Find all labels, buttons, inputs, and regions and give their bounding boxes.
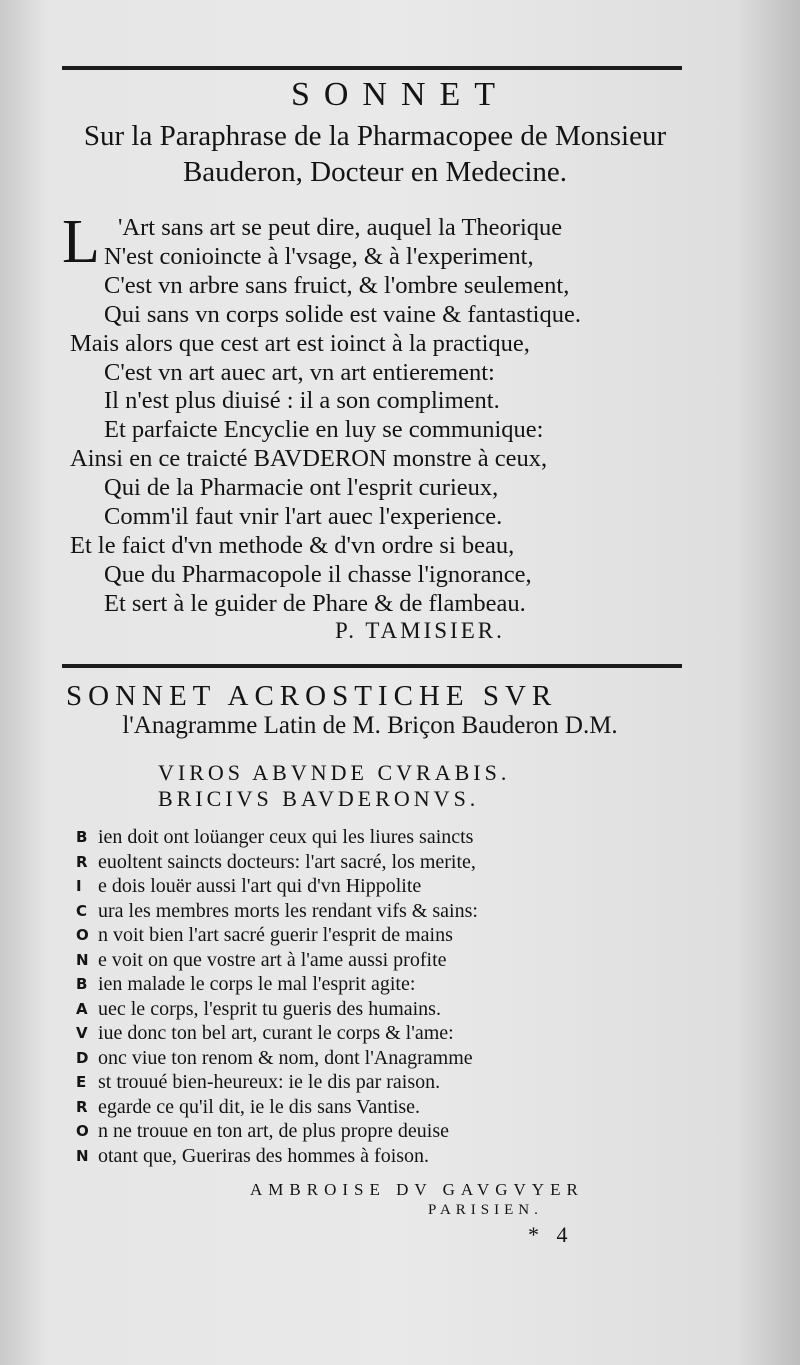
folio-number: * 4 <box>528 1222 574 1247</box>
poem-line: Et le faict d'vn methode & d'vn ordre si beau, <box>70 531 515 559</box>
acrostic-letter: B <box>76 828 88 846</box>
acrostic-text: iue donc ton bel art, curant le corps & l'ame: <box>98 1022 454 1044</box>
acrostic-row <box>76 850 716 875</box>
acrostic-row <box>76 899 716 924</box>
acrostic-text: n voit bien l'art sacré guerir l'esprit de mains <box>98 924 453 946</box>
acrostic-row <box>76 825 716 850</box>
acrostic-letter: D <box>76 1048 89 1067</box>
poem-line: Ainsi en ce traicté BAVDERON monstre à ceux, <box>70 445 548 473</box>
acrostic-row <box>76 1070 716 1095</box>
acrostic-letter: O <box>76 926 89 944</box>
motto-line: VIROS ABVNDE CVRABIS. <box>158 760 511 785</box>
poem-line: Et parfaicte Encyclie en luy se communique: <box>104 416 544 444</box>
poem-line: N'est conioincte à l'vsage, & à l'experiment, <box>104 242 534 270</box>
acrostic-letter: R <box>76 852 88 871</box>
signature-gauguyer: AMBROISE DV GAVGVYER <box>250 1180 584 1199</box>
sonnet-subtitle <box>0 118 750 190</box>
acrostic-text: e voit on que vostre art à l'ame aussi profite <box>98 948 447 971</box>
acrostic-letter: R <box>76 1097 88 1116</box>
acrostic-letter: A <box>76 999 88 1018</box>
poem-line: Comm'il faut vnir l'art auec l'experience. <box>104 503 503 531</box>
acrostic-body <box>76 825 716 1168</box>
acrostic-row <box>76 948 716 973</box>
poem-line: Qui de la Pharmacie ont l'esprit curieux, <box>104 474 499 502</box>
acrostic-row <box>76 923 716 948</box>
acrostic-text: onc viue ton renom & nom, dont l'Anagramme <box>98 1046 473 1069</box>
acrostic-row <box>76 997 716 1022</box>
acrostic-text: e dois louër aussi l'art qui d'vn Hippolite <box>98 875 422 897</box>
poem-line: Que du Pharmacopole il chasse l'ignorance, <box>104 560 532 588</box>
acrostic-row <box>76 1119 716 1144</box>
acrostic-text: ien doit ont loüanger ceux qui les liures saincts <box>98 826 474 848</box>
signature-place: PARISIEN. <box>428 1202 543 1218</box>
acrostic-text: n ne trouue en ton art, de plus propre deuise <box>98 1120 450 1142</box>
sonnet-body <box>62 208 722 619</box>
acrostic-title: SONNET ACROSTICHE SVR <box>66 680 558 712</box>
acrostic-letter: C <box>76 901 88 920</box>
acrostic-text: otant que, Gueriras des hommes à foison. <box>98 1144 430 1167</box>
acrostic-row <box>76 1095 716 1120</box>
subtitle-line: Sur la Paraphrase de la Pharmacopee de Monsieur <box>83 120 667 152</box>
acrostic-letter: V <box>76 1024 88 1042</box>
subtitle-line: Bauderon, Docteur en Medecine. <box>182 156 568 188</box>
acrostic-letter: N <box>76 950 89 969</box>
sonnet-title: SONNET <box>290 76 510 113</box>
acrostic-row <box>76 1144 716 1169</box>
acrostic-letter: O <box>76 1122 89 1140</box>
acrostic-text: euoltent saincts docteurs: l'art sacré, los merite, <box>98 850 476 873</box>
acrostic-row <box>76 874 716 899</box>
poem-line: Il n'est plus diuisé : il a son compliment. <box>104 387 500 415</box>
acrostic-row <box>76 1046 716 1071</box>
poem-line: Et sert à le guider de Phare & de flambeau. <box>104 589 526 617</box>
acrostic-subtitle: l'Anagramme Latin de M. Briçon Bauderon D.M. <box>122 712 618 739</box>
middle-rule <box>62 664 682 668</box>
drop-cap: L <box>62 208 100 276</box>
poem-line: 'Art sans art se peut dire, auquel la Theorique <box>118 214 563 241</box>
acrostic-letter: N <box>76 1146 89 1165</box>
top-rule <box>62 66 682 70</box>
poem-line: Mais alors que cest art est ioinct à la practique, <box>70 329 530 357</box>
poem-line: C'est vn arbre sans fruict, & l'ombre seulement, <box>104 271 570 299</box>
signature-tamisier: P. TAMISIER. <box>335 618 505 643</box>
acrostic-row <box>76 972 716 997</box>
acrostic-letter: B <box>76 975 88 993</box>
motto-line: BRICIVS BAVDERONVS. <box>158 786 480 811</box>
poem-line: Qui sans vn corps solide est vaine & fantastique. <box>104 300 581 328</box>
acrostic-letter: E <box>76 1073 87 1091</box>
acrostic-letter: I <box>76 877 82 895</box>
acrostic-text: uec le corps, l'esprit tu gueris des humains. <box>98 997 441 1020</box>
poem-line: C'est vn art auec art, vn art entierement: <box>104 358 495 386</box>
acrostic-text: egarde ce qu'il dit, ie le dis sans Vantise. <box>98 1095 421 1118</box>
acrostic-text: ura les membres morts les rendant vifs & sains: <box>98 899 478 922</box>
acrostic-text: ien malade le corps le mal l'esprit agite: <box>98 973 416 995</box>
acrostic-row <box>76 1021 716 1046</box>
acrostic-text: st trouué bien-heureux: ie le dis par raison. <box>98 1071 441 1093</box>
